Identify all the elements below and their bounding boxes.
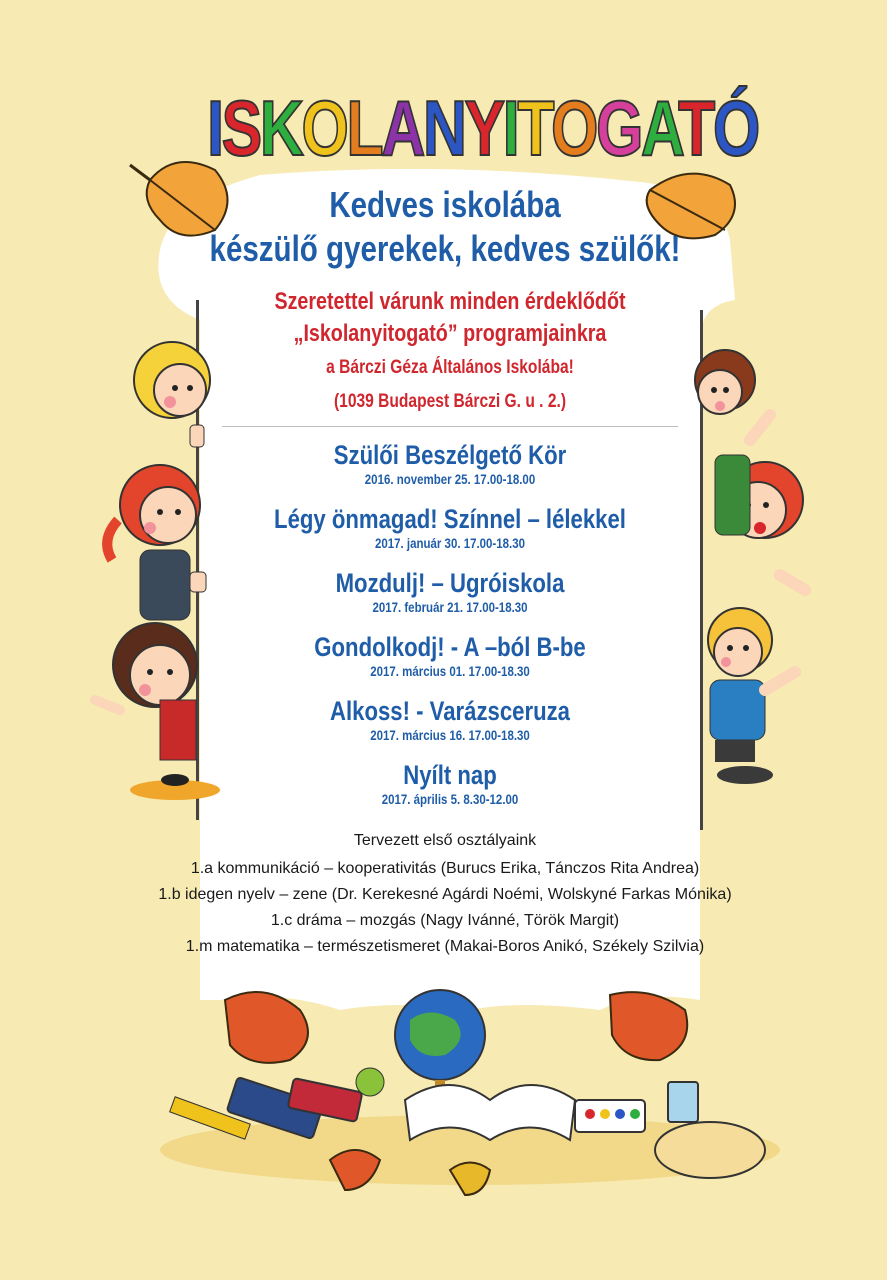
event-list (200, 440, 700, 824)
title-letter: T (517, 84, 552, 172)
school-supplies-illustration (160, 990, 780, 1195)
class-row: 1.a kommunikáció – kooperativitás (Burucs Erika, Tánczos Rita Andrea) (190, 860, 700, 877)
greeting-line-2: készülő gyerekek, kedves szülők! (209, 228, 681, 269)
event-name: Szülői Beszélgető Kör (333, 440, 567, 470)
title-letter: I (207, 84, 222, 172)
divider (222, 426, 678, 427)
greeting-line-1: Kedves iskolába (329, 184, 561, 225)
event-item (200, 504, 700, 568)
event-date: 2017. március 16. 17.00-18.30 (370, 727, 530, 743)
event-item (200, 696, 700, 760)
class-row: 1.m matematika – természetismeret (Makai-Boros Anikó, Székely Szilvia) (185, 938, 705, 955)
title-letter: A (641, 84, 679, 172)
title-letter: Y (464, 84, 503, 172)
event-name: Nyílt nap (403, 760, 497, 790)
title-letter: I (502, 84, 518, 172)
event-item (200, 760, 700, 824)
invite-school-name: a Bárczi Géza Általános Iskolába! (326, 357, 574, 378)
event-date: 2017. január 30. 17.00-18.30 (374, 535, 525, 551)
poster-title (207, 84, 758, 172)
title-letter: O (301, 84, 347, 172)
kid-boy-waving-right (715, 415, 805, 590)
kid-blonde-girl-left (134, 342, 210, 447)
event-name: Alkoss! - Varázsceruza (330, 696, 570, 726)
event-item (200, 440, 700, 504)
kid-redhead-girl-left (107, 465, 206, 620)
event-name: Légy önmagad! Színnel – lélekkel (274, 504, 626, 534)
event-date: 2017. február 21. 17.00-18.30 (372, 599, 528, 615)
class-row: 1.b idegen nyelv – zene (Dr. Kerekesné Agárdi Noémi, Wolskyné Farkas Mónika) (158, 886, 732, 903)
title-letter: N (422, 84, 465, 172)
title-letter: T (678, 84, 713, 172)
event-date: 2017. március 01. 17.00-18.30 (370, 663, 530, 679)
kid-girl-right-top (695, 350, 755, 414)
title-letter: K (259, 84, 302, 172)
event-date: 2017. április 5. 8.30-12.00 (381, 791, 519, 807)
event-name: Gondolkodj! - A –ból B-be (314, 632, 586, 662)
invite-line-2: „Iskolanyitogató” programjainkra (293, 320, 607, 347)
event-name: Mozdulj! – Ugróiskola (335, 568, 565, 598)
event-date: 2016. november 25. 17.00-18.00 (364, 471, 536, 487)
planned-classes (100, 832, 790, 960)
title-letter: A (381, 84, 423, 172)
event-item (200, 568, 700, 632)
classes-heading: Tervezett első osztályaink (353, 832, 537, 849)
title-letter: O (551, 84, 597, 172)
class-row: 1.c dráma – mozgás (Nagy Ivánné, Török Margit) (270, 912, 620, 929)
title-letter: S (221, 84, 260, 172)
title-letter: L (346, 84, 382, 172)
invite-line-1: Szeretettel várunk minden érdeklődőt (274, 288, 626, 315)
title-letter: Ó (712, 84, 758, 172)
event-item (200, 632, 700, 696)
title-letter: G (596, 84, 642, 172)
invite-address: (1039 Budapest Bárczi G. u . 2.) (333, 391, 567, 412)
kid-blonde-boy-right (708, 608, 795, 784)
